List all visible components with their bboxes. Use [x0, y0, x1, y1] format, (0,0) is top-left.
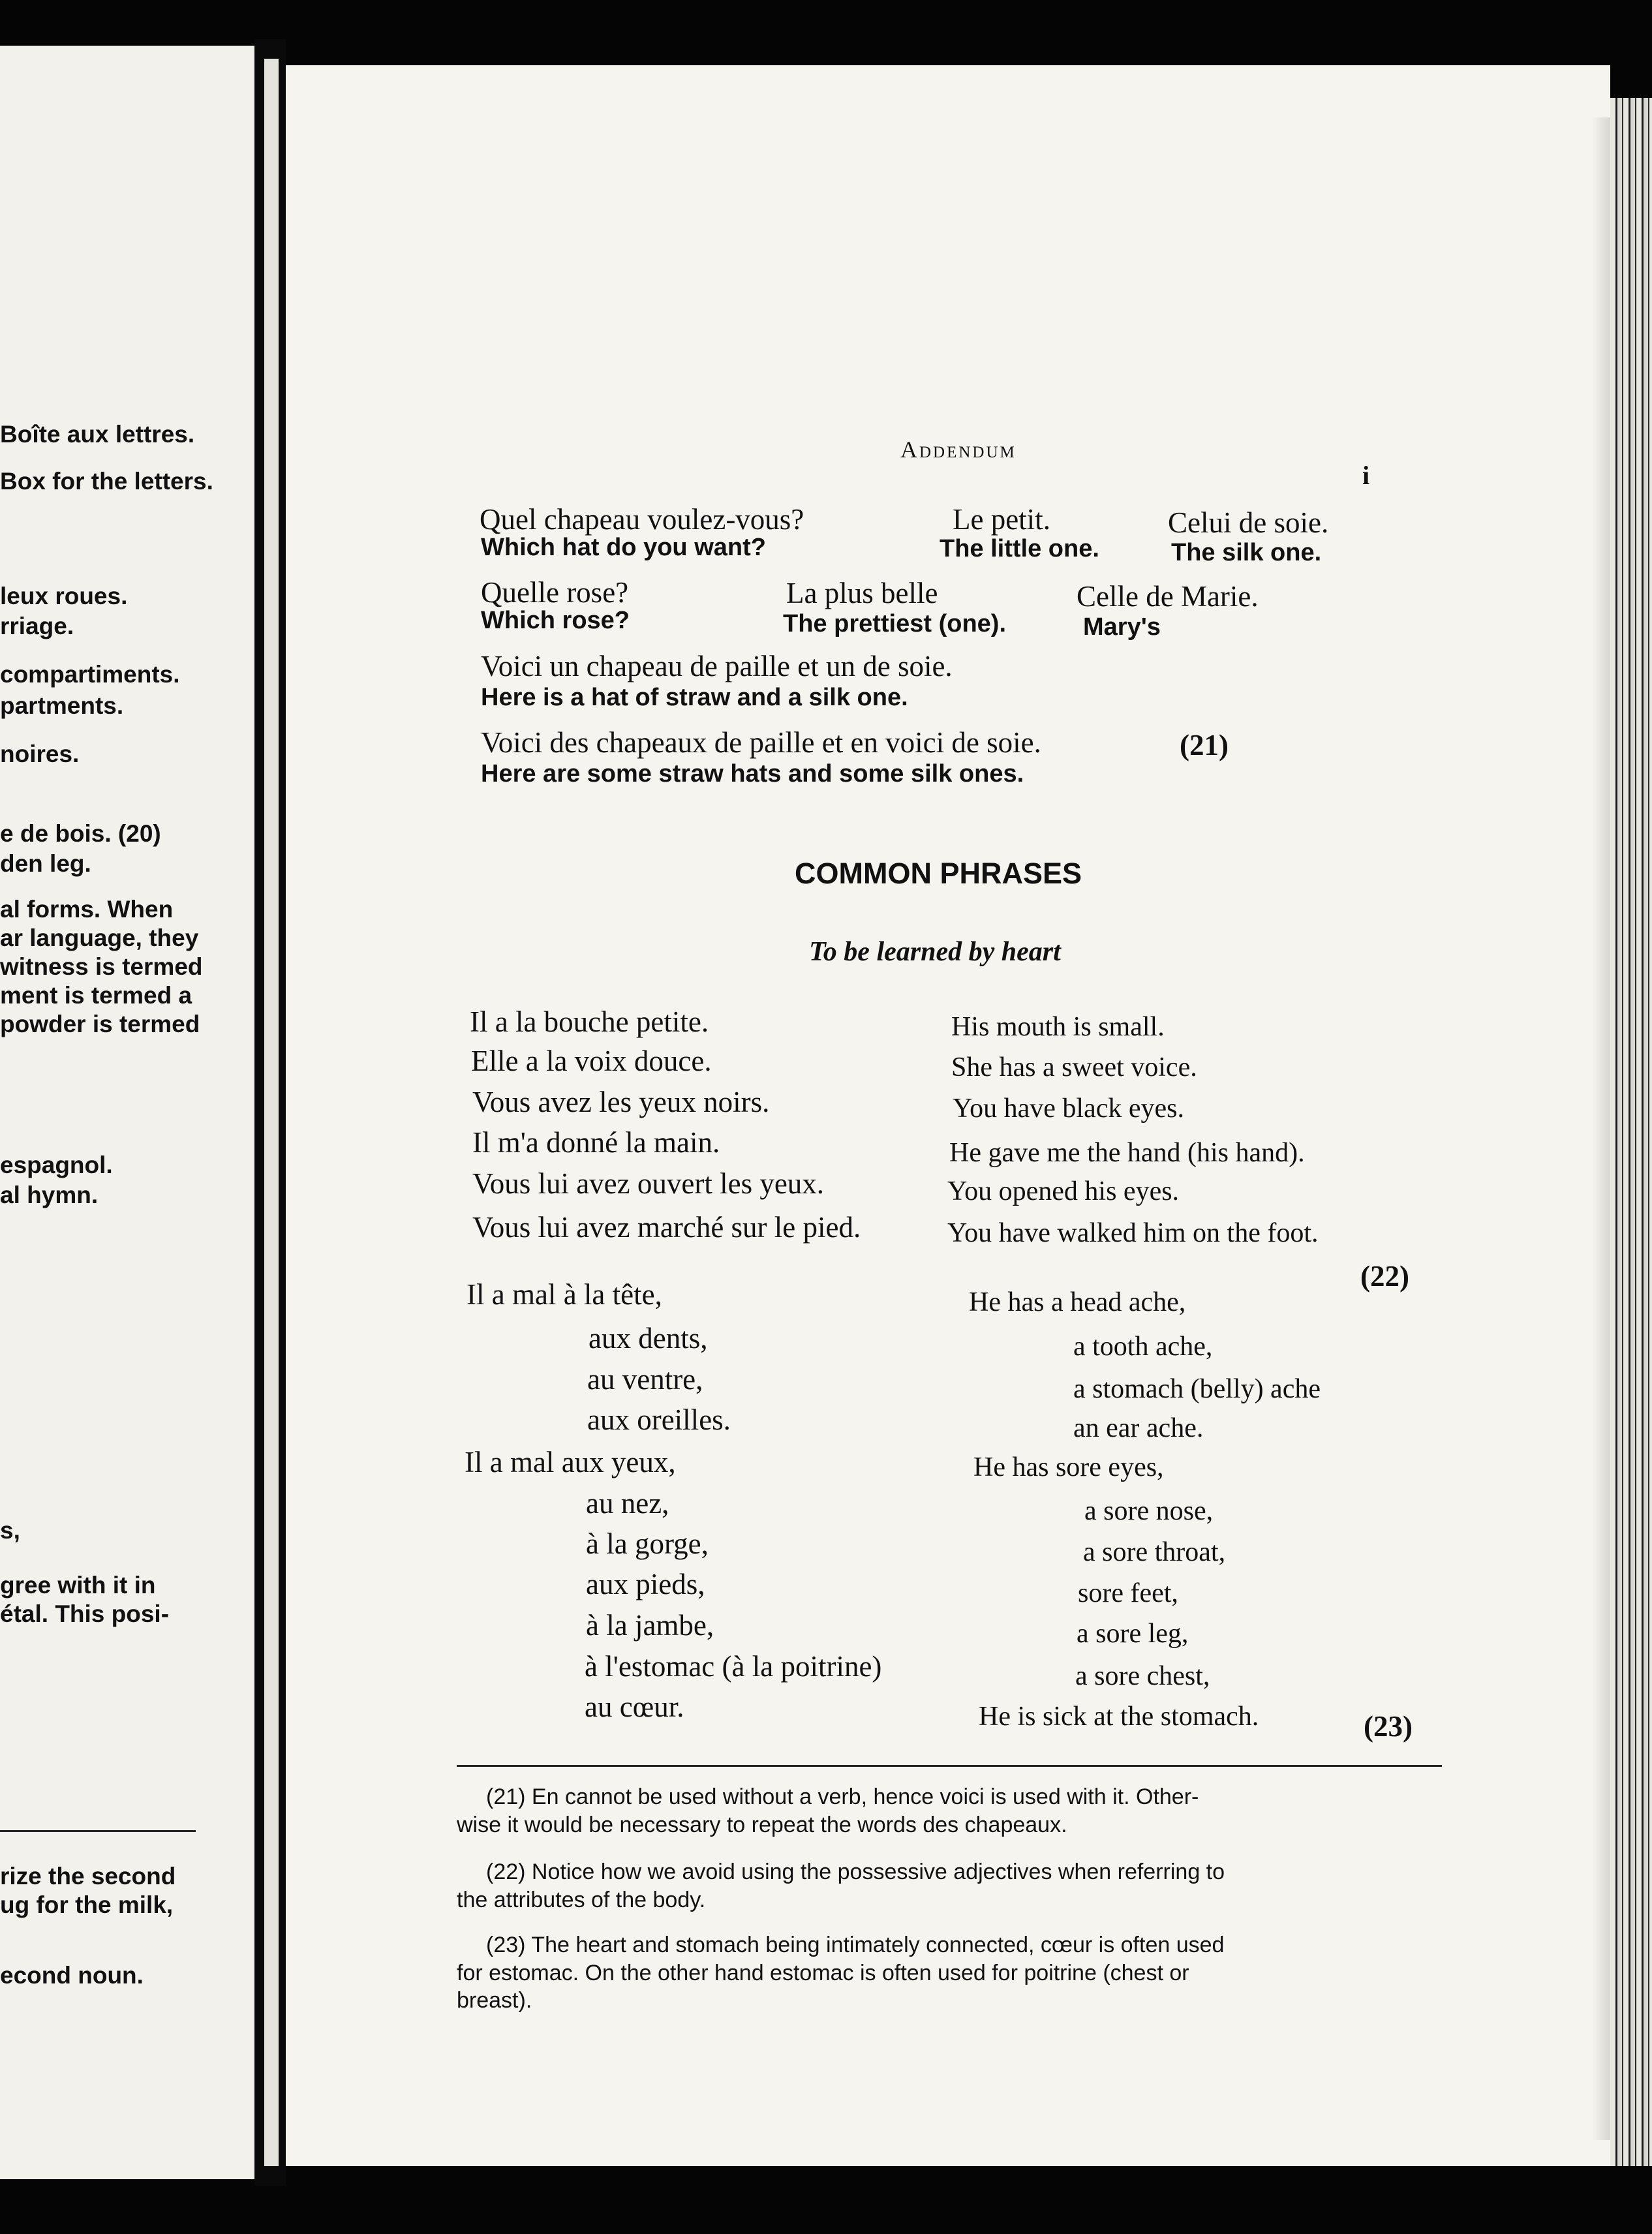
- page-shadow: [1592, 117, 1610, 2140]
- left-page-line: den leg.: [0, 850, 91, 877]
- left-page-edge: [264, 59, 279, 2166]
- addendum-line: Quel chapeau voulez-vous?: [480, 503, 804, 536]
- addendum-line: Quelle rose?: [481, 576, 629, 609]
- phrase-line: a stomach (belly) ache: [1073, 1374, 1321, 1404]
- phrase-line: You have walked him on the foot.: [947, 1218, 1319, 1248]
- phrase-line: aux oreilles.: [587, 1403, 731, 1436]
- phrase-line: He has a head ache,: [969, 1287, 1186, 1317]
- phrase-line: aux pieds,: [586, 1568, 705, 1600]
- page-number: i: [1362, 461, 1370, 490]
- addendum-line: Voici des chapeaux de paille et en voici de soie.: [481, 726, 1041, 759]
- left-page-line: ar language, they: [0, 925, 199, 951]
- phrase-line: Il a mal à la tête,: [467, 1278, 662, 1311]
- phrase-line: a sore throat,: [1083, 1537, 1226, 1567]
- addendum-line: The silk one.: [1171, 539, 1322, 566]
- phrase-line: Elle a la voix douce.: [471, 1045, 712, 1077]
- addendum-line: Here are some straw hats and some silk ones.: [481, 760, 1024, 788]
- footnote-line: breast).: [457, 1988, 532, 2013]
- footnote-line: (22) Notice how we avoid using the possessive adjectives when referring to: [486, 1859, 1225, 1884]
- left-page: [0, 46, 254, 2179]
- addendum-line: Celui de soie.: [1168, 506, 1329, 539]
- section-subtitle: To be learned by heart: [809, 937, 1061, 967]
- phrase-line: Il m'a donné la main.: [472, 1126, 720, 1159]
- footnote-rule: [457, 1765, 1442, 1767]
- section-title: COMMON PHRASES: [795, 857, 1082, 890]
- page-header-title: Addendum: [900, 436, 1017, 463]
- footnote-line: for estomac. On the other hand estomac is often used for poitrine (chest or: [457, 1961, 1189, 1985]
- phrase-line: (23): [1364, 1710, 1413, 1743]
- left-page-line: gree with it in: [0, 1572, 156, 1599]
- phrase-line: au ventre,: [587, 1363, 703, 1396]
- phrase-line: à l'estomac (à la poitrine): [585, 1650, 882, 1683]
- footnote-line: (23) The heart and stomach being intimately connected, cœur is often used: [486, 1933, 1225, 1957]
- phrase-line: a sore leg,: [1077, 1619, 1189, 1649]
- phrase-line: a sore nose,: [1084, 1496, 1214, 1526]
- left-page-line: Box for the letters.: [0, 468, 213, 495]
- phrase-line: au cœur.: [585, 1691, 684, 1723]
- addendum-line: (21): [1180, 729, 1229, 761]
- left-page-line: econd noun.: [0, 1962, 144, 1989]
- phrase-line: an ear ache.: [1073, 1413, 1204, 1443]
- footnote-line: the attributes of the body.: [457, 1888, 706, 1912]
- addendum-line: Celle de Marie.: [1077, 580, 1259, 613]
- left-page-line: compartiments.: [0, 661, 180, 688]
- left-page-line: ment is termed a: [0, 982, 192, 1009]
- left-page-line: ug for the milk,: [0, 1891, 174, 1918]
- addendum-line: Which rose?: [481, 607, 630, 634]
- left-page-line: leux roues.: [0, 583, 128, 609]
- phrase-line: à la jambe,: [586, 1609, 714, 1642]
- addendum-line: Here is a hat of straw and a silk one.: [481, 684, 908, 711]
- left-page-line: s,: [0, 1517, 20, 1544]
- phrase-line: His mouth is small.: [951, 1012, 1165, 1042]
- phrase-line: Il a mal aux yeux,: [465, 1446, 676, 1478]
- phrase-line: He has sore eyes,: [973, 1452, 1164, 1482]
- phrase-line: a sore chest,: [1075, 1661, 1210, 1691]
- addendum-line: Le petit.: [953, 503, 1050, 536]
- phrase-line: He gave me the hand (his hand).: [949, 1138, 1305, 1168]
- left-page-line: étal. This posi-: [0, 1600, 170, 1627]
- addendum-line: Which hat do you want?: [481, 534, 766, 561]
- left-page-line: powder is termed: [0, 1011, 200, 1037]
- left-page-line: espagnol.: [0, 1152, 113, 1178]
- left-page-line: rriage.: [0, 613, 74, 639]
- left-page-line: rize the second: [0, 1863, 176, 1890]
- left-page-line: al forms. When: [0, 896, 174, 923]
- addendum-line: Voici un chapeau de paille et un de soie.: [481, 650, 953, 682]
- phrase-line: à la gorge,: [586, 1527, 709, 1560]
- phrase-line: He is sick at the stomach.: [979, 1702, 1259, 1732]
- left-footnote-rule: [0, 1830, 196, 1832]
- footnote-line: (21) En cannot be used without a verb, hence voici is used with it. Other-: [486, 1784, 1199, 1809]
- left-page-line: Boîte aux lettres.: [0, 421, 195, 448]
- phrase-line: Il a la bouche petite.: [470, 1005, 709, 1038]
- phrase-line: You opened his eyes.: [947, 1176, 1180, 1206]
- footnote-line: wise it would be necessary to repeat the words des chapeaux.: [457, 1813, 1067, 1837]
- phrase-line: a tooth ache,: [1073, 1332, 1213, 1362]
- phrase-line: sore feet,: [1078, 1578, 1178, 1608]
- left-page-line: al hymn.: [0, 1182, 99, 1208]
- phrase-line: She has a sweet voice.: [951, 1052, 1197, 1082]
- phrase-line: Vous lui avez ouvert les yeux.: [472, 1167, 825, 1200]
- phrase-line: (22): [1360, 1260, 1409, 1293]
- addendum-line: La plus belle: [786, 577, 938, 609]
- left-page-line: partments.: [0, 692, 124, 719]
- page-edges: [1610, 98, 1652, 2166]
- addendum-line: The prettiest (one).: [783, 610, 1007, 637]
- phrase-line: You have black eyes.: [953, 1094, 1184, 1124]
- phrase-line: Vous lui avez marché sur le pied.: [472, 1211, 861, 1244]
- left-page-line: witness is termed: [0, 953, 203, 980]
- phrase-line: au nez,: [586, 1487, 669, 1520]
- left-page-line: noires.: [0, 741, 80, 767]
- phrase-line: Vous avez les yeux noirs.: [472, 1086, 770, 1118]
- addendum-line: Mary's: [1083, 613, 1161, 641]
- phrase-line: aux dents,: [589, 1322, 708, 1354]
- addendum-line: The little one.: [940, 535, 1099, 562]
- left-page-line: e de bois. (20): [0, 820, 161, 847]
